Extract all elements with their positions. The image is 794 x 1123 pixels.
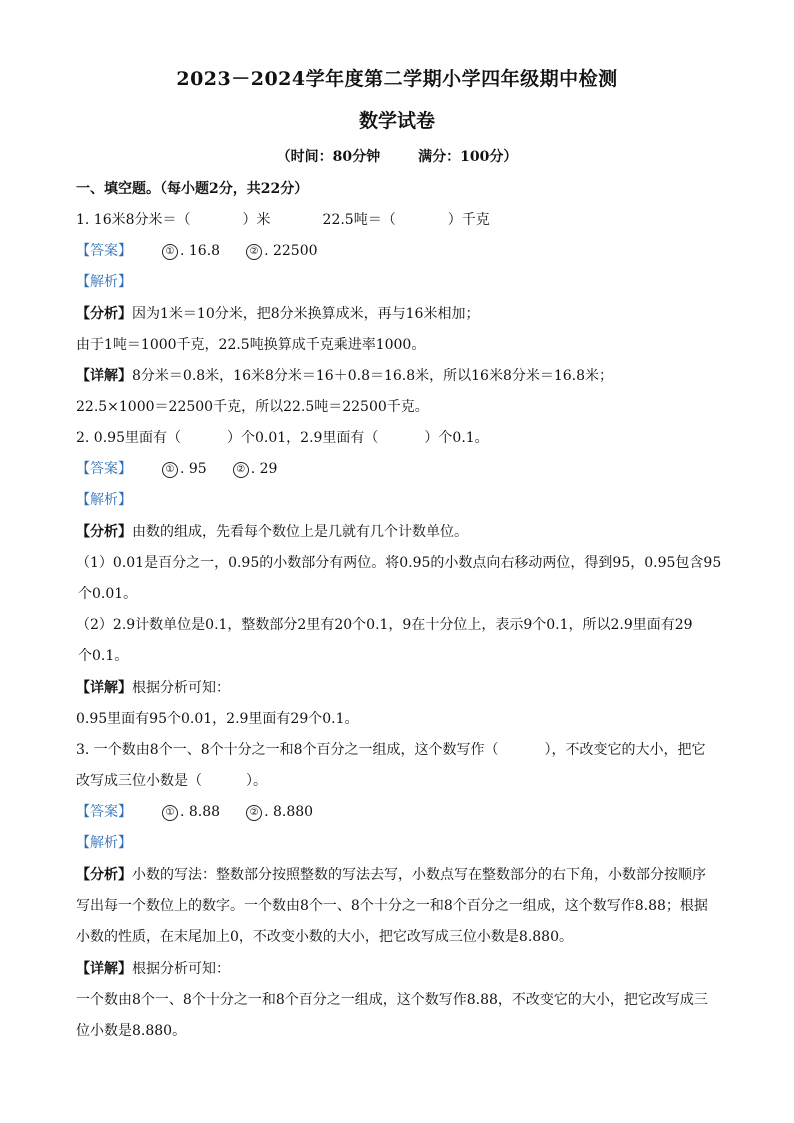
q1-detail-1	[76, 367, 613, 385]
q3-detail-2: 一个数由8个一、8个十分之一和8个百分之一组成，这个数写作8.88，不改变它的大小，把它改写成三	[76, 992, 708, 1008]
q3-answer-1: . 8.88	[180, 804, 221, 820]
q3-detail-3: 位小数是8.880。	[76, 1023, 187, 1039]
q2-text-c: ）个0.1。	[424, 430, 489, 446]
answer-label: 【答案】	[76, 461, 132, 477]
q1-jiexi-label: 【解析】	[76, 274, 132, 290]
analysis-tag: 【分析】	[76, 306, 132, 322]
q2-analysis-1	[76, 523, 468, 541]
q1-text-a: 1. 16米8分米＝（	[76, 212, 191, 228]
q2-text-b: ）个0.01，2.9里面有（	[226, 430, 379, 446]
circled-number: ②	[246, 244, 262, 260]
q1-detail-text-1: 8分米＝0.8米，16米8分米＝16＋0.8＝16.8米，所以16米8分米＝16.8米；	[132, 368, 614, 384]
q3-text-b: ），不改变它的大小，把它	[544, 742, 706, 758]
exam-score: 满分：100分）	[418, 149, 518, 165]
q2-analysis-text-1: 由数的组成，先看每个数位上是几就有几个计数单位。	[132, 524, 468, 540]
q3-detail-text-1: 根据分析可知：	[132, 961, 230, 977]
q1-detail-2: 22.5×1000＝22500千克，所以22.5吨＝22500千克。	[76, 399, 429, 415]
q3-jiexi-label: 【解析】	[76, 835, 132, 851]
q2-analysis-3: 个0.01。	[78, 586, 138, 602]
q2-detail-2: 0.95里面有95个0.01，2.9里面有29个0.1。	[76, 711, 359, 727]
q1-analysis-1	[76, 305, 479, 323]
q2-analysis-2: （1）0.01是百分之一，0.95的小数部分有两位。将0.95的小数点向右移动两位，得到95，0.95包含95	[76, 555, 722, 571]
q1-analysis-text-1: 因为1米＝10分米，把8分米换算成米，再与16米相加；	[132, 306, 480, 322]
q2-analysis-5: 个0.1。	[78, 648, 129, 664]
q1-answer	[76, 242, 318, 260]
exam-subtitle: 数学试卷	[358, 110, 435, 132]
q1-text-c: 22.5吨＝（	[322, 212, 396, 228]
q3-analysis-1	[76, 866, 706, 884]
q2-answer-1: . 95	[180, 461, 207, 477]
q1-text-b: ）米	[242, 212, 271, 228]
circled-number: ①	[162, 805, 178, 821]
section-heading: 一、填空题。（每小题2分，共22分）	[76, 181, 309, 197]
q1-text-d: ）千克	[447, 212, 490, 228]
detail-tag: 【详解】	[76, 680, 132, 696]
question-3-line-2	[76, 772, 267, 790]
analysis-tag: 【分析】	[76, 524, 132, 540]
q3-answer	[76, 803, 313, 821]
detail-tag: 【详解】	[76, 961, 132, 977]
circled-number: ②	[246, 805, 262, 821]
question-1	[76, 211, 490, 229]
q2-detail-1	[76, 679, 230, 697]
q3-text-c: 改写成三位小数是（	[76, 773, 202, 789]
q3-analysis-3: 小数的性质，在末尾加上0，不改变小数的大小，把它改写成三位小数是8.880。	[76, 929, 573, 945]
exam-info	[0, 146, 794, 166]
q2-detail-text-1: 根据分析可知：	[132, 680, 230, 696]
q1-answer-2: . 22500	[264, 243, 318, 259]
detail-tag: 【详解】	[76, 368, 132, 384]
q2-text-a: 2. 0.95里面有（	[76, 430, 181, 446]
circled-number: ①	[162, 462, 178, 478]
q3-analysis-2: 写出每一个数位上的数字。一个数由8个一、8个十分之一和8个百分之一组成，这个数写作8.88；根据	[76, 898, 708, 914]
q2-jiexi-label: 【解析】	[76, 492, 132, 508]
q1-answer-1: . 16.8	[180, 243, 221, 259]
q3-detail-1	[76, 960, 230, 978]
q1-analysis-2: 由于1吨＝1000千克，22.5吨换算成千克乘进率1000。	[76, 337, 426, 353]
q2-analysis-4: （2）2.9计数单位是0.1，整数部分2里有20个0.1，9在十分位上，表示9个0.1，所以2.9里面有29	[76, 617, 693, 633]
q3-text-a: 3. 一个数由8个一、8个十分之一和8个百分之一组成，这个数写作（	[76, 742, 499, 758]
exam-title: 2023－2024学年度第二学期小学四年级期中检测	[176, 68, 618, 90]
q3-answer-2: . 8.880	[264, 804, 314, 820]
q2-answer-2: . 29	[250, 461, 278, 477]
q3-analysis-text-1: 小数的写法：整数部分按照整数的写法去写，小数点写在整数部分的右下角，小数部分按顺序	[132, 867, 706, 883]
circled-number: ①	[162, 244, 178, 260]
analysis-tag: 【分析】	[76, 867, 132, 883]
circled-number: ②	[233, 462, 249, 478]
answer-label: 【答案】	[76, 243, 132, 259]
q3-text-d: ）。	[246, 773, 267, 789]
question-3-line-1	[76, 741, 706, 759]
answer-label: 【答案】	[76, 804, 132, 820]
exam-time: （时间：80分钟	[276, 149, 381, 165]
question-2	[76, 429, 489, 447]
q2-answer	[76, 460, 277, 478]
